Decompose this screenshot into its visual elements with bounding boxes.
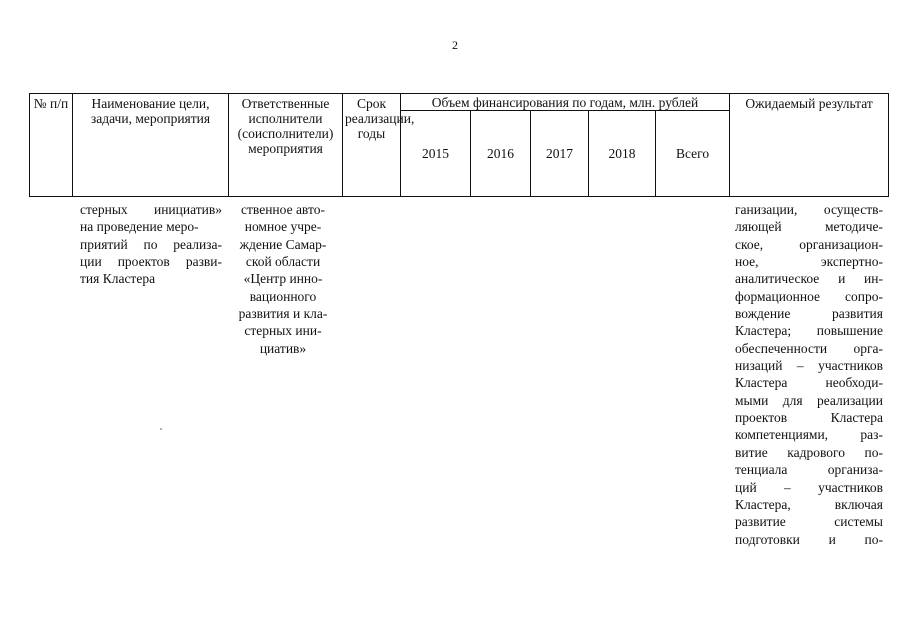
text-word: стерных <box>80 202 128 217</box>
text-word: раз- <box>860 427 883 443</box>
text-word: необходи- <box>825 375 883 391</box>
text-word: экспертно- <box>820 254 883 270</box>
table-header <box>29 93 889 197</box>
text-word: низаций <box>735 358 783 374</box>
result-text-line <box>735 357 883 374</box>
text-word: разви- <box>185 254 222 270</box>
name-text-line <box>80 218 222 235</box>
header-result: Ожидаемый результат <box>730 94 889 197</box>
row-executors-cell <box>229 201 337 357</box>
text-word: повышение <box>816 323 883 339</box>
text-word: – <box>784 479 791 495</box>
text-word: по- <box>864 531 883 547</box>
text-word: сопро- <box>845 288 883 304</box>
text-word: компетенциями, <box>735 427 829 443</box>
text-word: ское, <box>735 236 764 252</box>
result-text-line <box>735 322 883 339</box>
result-text-line <box>735 531 883 548</box>
result-text-line <box>735 270 883 287</box>
text-word: инициатив» <box>153 202 222 217</box>
text-word: ное, <box>735 254 759 270</box>
text-word: Кластера <box>735 375 788 391</box>
text-word: включая <box>834 496 883 512</box>
header-year-2016: 2016 <box>471 111 531 197</box>
result-text-line <box>735 513 883 530</box>
text-word: ганизации, <box>735 202 798 217</box>
text-word: ин- <box>864 271 883 287</box>
text-word: по <box>143 236 158 252</box>
executors-text-line: ждение Самар- <box>239 236 327 252</box>
text-word: по- <box>864 444 883 460</box>
result-text-line <box>735 288 883 305</box>
scan-speck <box>160 428 162 430</box>
text-word: ций <box>735 479 757 495</box>
row-name-cell <box>80 201 222 288</box>
text-word: орга- <box>853 340 883 356</box>
header-total: Всего <box>656 111 730 197</box>
text-word: аналитическое <box>735 271 820 287</box>
executors-text-line: номное учре- <box>244 219 322 235</box>
result-text-line <box>735 461 883 478</box>
text-word: Кластера, <box>735 496 791 512</box>
result-text-line <box>735 392 883 409</box>
text-word: реализации <box>817 392 883 408</box>
text-word: и <box>828 531 836 547</box>
executors-text-line: «Центр инно- <box>243 271 323 287</box>
text-word: системы <box>834 514 883 530</box>
header-year-2018: 2018 <box>589 111 656 197</box>
text-word: ции <box>80 254 102 270</box>
text-word: обеспеченности <box>735 340 828 356</box>
executors-text-line: циатив» <box>259 340 307 356</box>
executors-text-line: ственное авто- <box>241 202 325 217</box>
executors-text-line: стерных ини- <box>244 323 322 339</box>
result-text-line <box>735 374 883 391</box>
text-word: организацион- <box>799 236 883 252</box>
name-text-line <box>80 253 222 270</box>
result-text-line <box>735 305 883 322</box>
header-name: Наименование цели, задачи, мероприятия <box>73 94 229 197</box>
text-word: подготовки <box>735 531 800 547</box>
header-term: Срок реализации, годы <box>343 94 401 197</box>
header-funding-title: Объем финансирования по годам, млн. рублей <box>401 94 730 111</box>
text-word: проектов <box>117 254 170 270</box>
text-word: и <box>838 271 846 287</box>
result-text-line <box>735 236 883 253</box>
text-word: мыми <box>735 392 769 408</box>
text-word: Кластера <box>830 410 883 426</box>
text-word: тия Кластера <box>80 271 156 287</box>
header-year-2017: 2017 <box>531 111 589 197</box>
page-number: 2 <box>452 38 458 52</box>
text-word: тенциала <box>735 462 788 478</box>
text-word: вождение <box>735 306 791 322</box>
text-word: участников <box>818 479 883 495</box>
text-word: формационное <box>735 288 821 304</box>
name-text-line <box>80 236 222 253</box>
text-word: реализа- <box>173 236 222 252</box>
text-word: кадрового <box>787 444 845 460</box>
text-word: участников <box>818 358 883 374</box>
text-word: – <box>796 358 804 374</box>
result-text-line <box>735 218 883 235</box>
text-word: приятий <box>80 236 128 252</box>
text-word: методиче- <box>825 219 883 235</box>
text-word: развития <box>831 306 883 322</box>
result-text-line <box>735 409 883 426</box>
text-word: ляющей <box>735 219 782 235</box>
result-text-line <box>735 201 883 218</box>
result-text-line <box>735 496 883 513</box>
text-word: Кластера; <box>735 323 792 339</box>
result-text-line <box>735 340 883 357</box>
result-text-line <box>735 426 883 443</box>
text-word: развитие <box>735 514 786 530</box>
name-text-line <box>80 270 222 287</box>
text-word: для <box>782 392 803 408</box>
text-word: витие <box>735 444 768 460</box>
name-text-line <box>80 201 222 218</box>
executors-text-line: развития и кла- <box>238 306 328 322</box>
header-num: № п/п <box>30 94 73 197</box>
result-text-line <box>735 479 883 496</box>
header-executors: Ответственные исполнители (соисполнители) мероприятия <box>229 94 343 197</box>
executors-text-line: ской области <box>245 254 321 270</box>
text-word: проектов <box>735 410 788 426</box>
executors-text-line: вационного <box>249 288 317 304</box>
result-text-line <box>735 253 883 270</box>
row-result-cell <box>735 201 883 548</box>
text-word: осуществ- <box>823 202 883 217</box>
result-text-line <box>735 444 883 461</box>
text-word: на проведение меро- <box>80 219 199 235</box>
header-year-2015: 2015 <box>401 111 471 197</box>
text-word: организа- <box>827 462 883 478</box>
